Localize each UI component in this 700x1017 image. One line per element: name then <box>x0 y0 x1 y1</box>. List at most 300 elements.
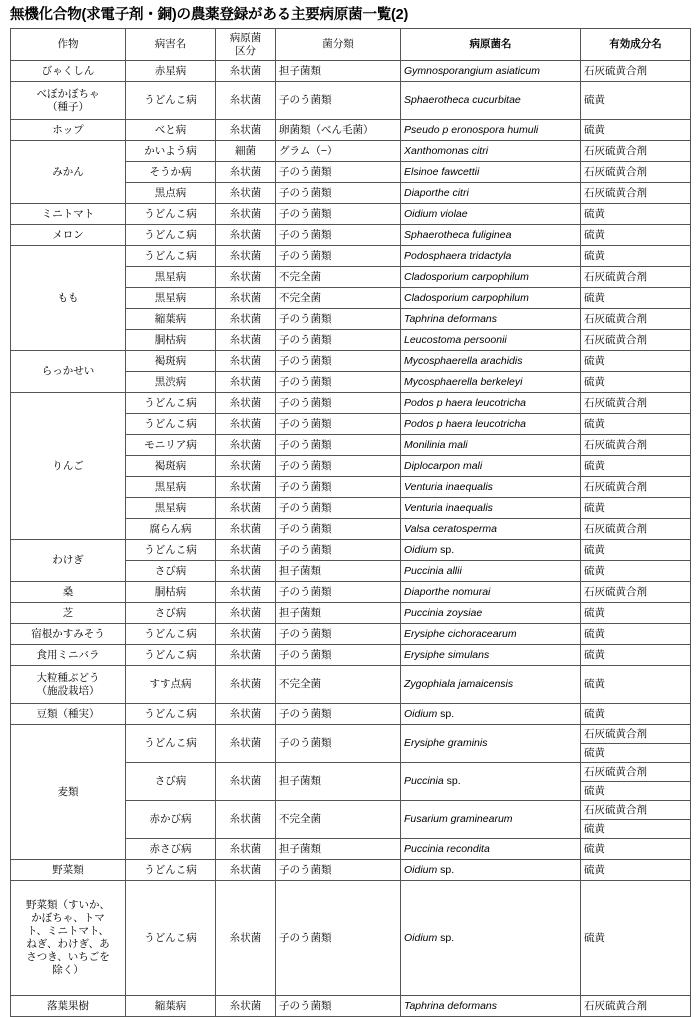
disease-name-cell: 赤さび病 <box>126 839 216 860</box>
fungal-class-cell: 不完全菌 <box>276 267 401 288</box>
active-ingredient-cell: 石灰硫黄合剤 <box>581 183 691 204</box>
crop-cell-line: 豆類（種実） <box>36 707 100 720</box>
active-ingredient-cell: 硫黄 <box>581 561 691 582</box>
pathogen-name-cell <box>401 267 581 288</box>
pathogen-category-cell: 糸状菌 <box>216 540 276 561</box>
disease-name-cell: うどんこ病 <box>126 225 216 246</box>
fungal-class-cell: 子のう菌類 <box>276 183 401 204</box>
fungal-class-cell: 子のう菌類 <box>276 435 401 456</box>
disease-name-cell: うどんこ病 <box>126 881 216 996</box>
crop-cell <box>11 82 126 120</box>
pathogen-category-cell: 糸状菌 <box>216 288 276 309</box>
table-row <box>11 82 691 120</box>
pathogen-category-cell: 糸状菌 <box>216 372 276 393</box>
pathogen-name-cell <box>401 763 581 801</box>
disease-name-cell: さび病 <box>126 603 216 624</box>
pathogen-category-cell: 糸状菌 <box>216 881 276 996</box>
pathogen-category-cell: 糸状菌 <box>216 996 276 1017</box>
pathogen-category-cell: 糸状菌 <box>216 519 276 540</box>
pathogen-genus-species: Sphaerotheca fuliginea <box>404 228 512 241</box>
pathogen-category-cell: 糸状菌 <box>216 801 276 839</box>
crop-cell-line: 宿根かすみそう <box>31 627 105 640</box>
column-header-category-line1: 病原菌 <box>229 31 262 44</box>
disease-name-cell: うどんこ病 <box>126 82 216 120</box>
active-ingredient-cell: 硫黄 <box>581 881 691 996</box>
active-ingredient-cell: 硫黄 <box>581 860 691 881</box>
active-ingredient-cell: 石灰硫黄合剤 <box>581 435 691 456</box>
pathogen-name-cell <box>401 246 581 267</box>
pathogen-category-cell: 糸状菌 <box>216 603 276 624</box>
fungal-class-cell: 担子菌類 <box>276 61 401 82</box>
crop-cell-line: （種子） <box>47 100 89 113</box>
table-row <box>11 704 691 725</box>
pathogen-genus-species: Taphrina deformans <box>404 999 498 1012</box>
pathogen-category-cell: 糸状菌 <box>216 162 276 183</box>
pathogen-category-cell: 糸状菌 <box>216 309 276 330</box>
pathogen-sp-suffix: sp. <box>437 863 455 876</box>
disease-name-cell: さび病 <box>126 763 216 801</box>
active-ingredient-cell: 石灰硫黄合剤 <box>581 582 691 603</box>
disease-name-cell: 褐斑病 <box>126 456 216 477</box>
crop-cell <box>11 61 126 82</box>
header-row <box>11 29 691 61</box>
pathogen-name-cell <box>401 477 581 498</box>
active-ingredient-cell: 石灰硫黄合剤 <box>581 477 691 498</box>
pathogen-category-cell: 糸状菌 <box>216 725 276 763</box>
disease-name-cell: うどんこ病 <box>126 246 216 267</box>
pathogen-sp-suffix: sp. <box>437 931 455 944</box>
active-ingredient-cell: 硫黄 <box>581 204 691 225</box>
column-header-category-line2: 区分 <box>235 44 256 57</box>
crop-cell-line: らっかせい <box>41 365 95 377</box>
fungal-class-cell: 子のう菌類 <box>276 82 401 120</box>
pathogen-name-cell <box>401 839 581 860</box>
disease-name-cell: 黒渋病 <box>126 372 216 393</box>
pathogen-name-cell <box>401 456 581 477</box>
crop-cell <box>11 225 126 246</box>
pathogen-genus-species: Sphaerotheca cucurbitae <box>404 94 521 106</box>
pathogen-category-cell: 糸状菌 <box>216 582 276 603</box>
pathogen-genus-species: Leucostoma persoonii <box>404 333 507 346</box>
pathogen-name-cell <box>401 645 581 666</box>
crop-cell <box>11 603 126 624</box>
pathogen-genus-species: Podos p haera leucotricha <box>404 417 526 430</box>
pathogen-genus-species: Oidium <box>404 707 438 720</box>
pathogen-name-cell <box>401 498 581 519</box>
pathogen-category-cell: 糸状菌 <box>216 498 276 519</box>
pathogen-name-cell <box>401 540 581 561</box>
pathogen-name-cell <box>401 435 581 456</box>
table-row <box>11 225 691 246</box>
pathogen-genus-species: Zygophiala jamaicensis <box>404 678 514 690</box>
pathogen-name-cell <box>401 82 581 120</box>
crop-cell <box>11 666 126 704</box>
pathogen-category-cell: 糸状菌 <box>216 456 276 477</box>
fungal-class-cell: 子のう菌類 <box>276 645 401 666</box>
pathogen-category-cell: 糸状菌 <box>216 561 276 582</box>
active-ingredient-cell: 硫黄 <box>581 225 691 246</box>
active-ingredient-cell: 硫黄 <box>581 820 691 839</box>
active-ingredient-cell: 硫黄 <box>581 120 691 141</box>
pathogen-name-cell <box>401 881 581 996</box>
fungal-class-cell: 子のう菌類 <box>276 351 401 372</box>
page-title: 無機化合物(求電子剤・銅)の農薬登録がある主要病原菌一覧(2) <box>10 7 409 23</box>
crop-cell-line: びゃくしん <box>41 64 95 77</box>
fungal-class-cell: 子のう菌類 <box>276 372 401 393</box>
pathogen-registration-table <box>10 28 691 1017</box>
fungal-class-cell: 子のう菌類 <box>276 996 401 1017</box>
fungal-class-cell: 子のう菌類 <box>276 309 401 330</box>
pathogen-genus-species: Podosphaera tridactyla <box>404 249 512 262</box>
pathogen-genus-species: Xanthomonas citri <box>404 144 489 157</box>
crop-cell-line: 桑 <box>62 585 74 598</box>
pathogen-category-cell: 糸状菌 <box>216 624 276 645</box>
active-ingredient-cell: 硫黄 <box>581 839 691 860</box>
fungal-class-cell: 子のう菌類 <box>276 162 401 183</box>
pathogen-genus-species: Oidium violae <box>404 207 468 220</box>
active-ingredient-cell: 石灰硫黄合剤 <box>581 801 691 820</box>
crop-cell <box>11 996 126 1017</box>
table-row <box>11 246 691 267</box>
pathogen-genus-species: Gymnosporangium asiaticum <box>404 64 540 77</box>
pathogen-genus-species: Pseudo p eronospora humuli <box>404 123 539 136</box>
crop-cell <box>11 860 126 881</box>
column-header-disease: 病害名 <box>126 29 216 61</box>
active-ingredient-cell: 硫黄 <box>581 498 691 519</box>
disease-name-cell: 赤星病 <box>126 61 216 82</box>
active-ingredient-cell: 石灰硫黄合剤 <box>581 763 691 782</box>
pathogen-name-cell <box>401 330 581 351</box>
table-row <box>11 582 691 603</box>
crop-cell-line: 落葉果樹 <box>47 999 89 1012</box>
pathogen-genus-species: Elsinoe fawcettii <box>404 165 480 178</box>
pathogen-genus-species: Diaporthe citri <box>404 186 469 199</box>
pathogen-category-cell: 糸状菌 <box>216 82 276 120</box>
pathogen-genus-species: Cladosporium carpophilum <box>404 291 529 304</box>
pathogen-name-cell <box>401 801 581 839</box>
pathogen-genus-species: Fusarium graminearum <box>404 813 513 825</box>
pathogen-category-cell: 糸状菌 <box>216 860 276 881</box>
disease-name-cell: 黒星病 <box>126 288 216 309</box>
table-row <box>11 351 691 372</box>
pathogen-sp-suffix: sp. <box>443 775 461 787</box>
crop-cell-line: 麦類 <box>57 785 79 798</box>
fungal-class-cell: 子のう菌類 <box>276 456 401 477</box>
fungal-class-cell: 子のう菌類 <box>276 225 401 246</box>
active-ingredient-cell: 硫黄 <box>581 782 691 801</box>
pathogen-name-cell <box>401 204 581 225</box>
disease-name-cell: 胴枯病 <box>126 582 216 603</box>
crop-cell <box>11 204 126 225</box>
pathogen-category-cell: 糸状菌 <box>216 246 276 267</box>
active-ingredient-cell: 硫黄 <box>581 704 691 725</box>
disease-name-cell: そうか病 <box>126 162 216 183</box>
table-row <box>11 860 691 881</box>
fungal-class-cell: 担子菌類 <box>276 561 401 582</box>
pathogen-category-cell: 糸状菌 <box>216 477 276 498</box>
table-row <box>11 624 691 645</box>
pathogen-name-cell <box>401 561 581 582</box>
table-body <box>11 61 691 1017</box>
fungal-class-cell: 子のう菌類 <box>276 477 401 498</box>
fungal-class-cell: 子のう菌類 <box>276 414 401 435</box>
table-header <box>11 29 691 61</box>
table-row <box>11 603 691 624</box>
fungal-class-cell: 不完全菌 <box>276 288 401 309</box>
pathogen-category-cell: 糸状菌 <box>216 61 276 82</box>
crop-cell-line: わけぎ <box>52 554 84 566</box>
table-row <box>11 645 691 666</box>
pathogen-category-cell: 糸状菌 <box>216 120 276 141</box>
table-row <box>11 204 691 225</box>
pathogen-category-cell: 糸状菌 <box>216 393 276 414</box>
pathogen-genus-species: Taphrina deformans <box>404 312 498 325</box>
fungal-class-cell: 卵菌類（べん毛菌） <box>276 120 401 141</box>
pathogen-name-cell <box>401 120 581 141</box>
pathogen-genus-species: Puccinia allii <box>404 564 462 577</box>
pathogen-genus-species: Puccinia zoysiae <box>404 606 483 619</box>
crop-cell-line: りんご <box>52 459 84 472</box>
pathogen-name-cell <box>401 414 581 435</box>
pathogen-sp-suffix: sp. <box>437 543 455 556</box>
active-ingredient-cell: 硫黄 <box>581 414 691 435</box>
pathogen-category-cell: 糸状菌 <box>216 435 276 456</box>
pathogen-name-cell <box>401 183 581 204</box>
fungal-class-cell: 不完全菌 <box>276 666 401 704</box>
crop-cell-line: 除く） <box>52 964 84 976</box>
disease-name-cell: 腐らん病 <box>126 519 216 540</box>
pathogen-category-cell: 糸状菌 <box>216 666 276 704</box>
crop-cell <box>11 582 126 603</box>
active-ingredient-cell: 硫黄 <box>581 540 691 561</box>
active-ingredient-cell: 石灰硫黄合剤 <box>581 393 691 414</box>
pathogen-genus-species: Podos p haera leucotricha <box>404 396 526 409</box>
disease-name-cell: 褐斑病 <box>126 351 216 372</box>
active-ingredient-cell: 硫黄 <box>581 603 691 624</box>
pathogen-category-cell: 糸状菌 <box>216 704 276 725</box>
crop-cell <box>11 246 126 351</box>
pathogen-genus-species: Oidium <box>404 931 438 944</box>
disease-name-cell: うどんこ病 <box>126 645 216 666</box>
pathogen-genus-species: Puccinia recondita <box>404 842 490 855</box>
fungal-class-cell: 子のう菌類 <box>276 393 401 414</box>
fungal-class-cell: 子のう菌類 <box>276 519 401 540</box>
crop-cell <box>11 540 126 582</box>
crop-cell <box>11 351 126 393</box>
disease-name-cell: 黒星病 <box>126 267 216 288</box>
pathogen-name-cell <box>401 61 581 82</box>
pathogen-name-cell <box>401 141 581 162</box>
pathogen-sp-suffix: sp. <box>437 707 455 720</box>
crop-cell <box>11 120 126 141</box>
pathogen-category-cell: 糸状菌 <box>216 839 276 860</box>
pathogen-category-cell: 糸状菌 <box>216 330 276 351</box>
crop-cell <box>11 141 126 204</box>
pathogen-category-cell: 細菌 <box>216 141 276 162</box>
disease-name-cell: 胴枯病 <box>126 330 216 351</box>
disease-name-cell: モニリア病 <box>126 435 216 456</box>
crop-cell-line: メロン <box>52 228 84 241</box>
disease-name-cell: すす点病 <box>126 666 216 704</box>
fungal-class-cell: 子のう菌類 <box>276 330 401 351</box>
table-row <box>11 61 691 82</box>
fungal-class-cell: 担子菌類 <box>276 839 401 860</box>
active-ingredient-cell: 硫黄 <box>581 246 691 267</box>
pathogen-name-cell <box>401 704 581 725</box>
pathogen-name-cell <box>401 309 581 330</box>
disease-name-cell: 黒点病 <box>126 183 216 204</box>
pathogen-genus-species: Mycosphaerella berkeleyi <box>404 375 523 388</box>
disease-name-cell: かいよう病 <box>126 141 216 162</box>
pathogen-name-cell <box>401 519 581 540</box>
pathogen-category-cell: 糸状菌 <box>216 204 276 225</box>
pathogen-genus-species: Puccinia <box>404 775 444 787</box>
active-ingredient-cell: 硫黄 <box>581 666 691 704</box>
active-ingredient-cell: 硫黄 <box>581 624 691 645</box>
pathogen-name-cell <box>401 860 581 881</box>
crop-cell-line: ねぎ、わけぎ、あ <box>26 938 110 950</box>
active-ingredient-cell: 硫黄 <box>581 744 691 763</box>
active-ingredient-cell: 硫黄 <box>581 351 691 372</box>
pathogen-genus-species: Oidium <box>404 543 438 556</box>
disease-name-cell: うどんこ病 <box>126 725 216 763</box>
active-ingredient-cell: 硫黄 <box>581 372 691 393</box>
pathogen-name-cell <box>401 372 581 393</box>
active-ingredient-cell: 硫黄 <box>581 645 691 666</box>
disease-name-cell: 縮葉病 <box>126 996 216 1017</box>
pathogen-name-cell <box>401 725 581 763</box>
pathogen-name-cell <box>401 624 581 645</box>
crop-cell-line: さつき、いちごを <box>26 951 110 963</box>
pathogen-name-cell <box>401 225 581 246</box>
active-ingredient-cell: 石灰硫黄合剤 <box>581 519 691 540</box>
active-ingredient-cell: 石灰硫黄合剤 <box>581 141 691 162</box>
crop-cell-line: ト、ミニトマト、 <box>26 925 110 937</box>
active-ingredient-cell: 石灰硫黄合剤 <box>581 330 691 351</box>
disease-name-cell: 赤かび病 <box>126 801 216 839</box>
fungal-class-cell: 子のう菌類 <box>276 860 401 881</box>
disease-name-cell: べと病 <box>126 120 216 141</box>
pathogen-category-cell: 糸状菌 <box>216 225 276 246</box>
fungal-class-cell: 子のう菌類 <box>276 582 401 603</box>
crop-cell-line: 野菜類 <box>52 863 84 876</box>
disease-name-cell: 黒星病 <box>126 498 216 519</box>
fungal-class-cell: 担子菌類 <box>276 603 401 624</box>
table-row <box>11 725 691 744</box>
pathogen-name-cell <box>401 603 581 624</box>
column-header-active-ingredient: 有効成分名 <box>581 29 691 61</box>
pathogen-genus-species: Cladosporium carpophilum <box>404 270 529 283</box>
disease-name-cell: うどんこ病 <box>126 414 216 435</box>
pathogen-category-cell: 糸状菌 <box>216 763 276 801</box>
disease-name-cell: うどんこ病 <box>126 393 216 414</box>
disease-name-cell: うどんこ病 <box>126 624 216 645</box>
column-header-pathogen: 病原菌名 <box>401 29 581 61</box>
active-ingredient-cell: 石灰硫黄合剤 <box>581 725 691 744</box>
pathogen-category-cell: 糸状菌 <box>216 267 276 288</box>
pathogen-genus-species: Valsa ceratosperma <box>404 522 497 535</box>
crop-cell-line: みかん <box>52 165 84 178</box>
crop-cell-line: かぼちゃ、トマ <box>31 912 105 924</box>
crop-cell-line: （施設栽培） <box>36 684 100 697</box>
active-ingredient-cell: 石灰硫黄合剤 <box>581 61 691 82</box>
table-row <box>11 996 691 1017</box>
column-header-class: 菌分類 <box>276 29 401 61</box>
pathogen-genus-species: Erysiphe graminis <box>404 737 488 749</box>
disease-name-cell: うどんこ病 <box>126 860 216 881</box>
fungal-class-cell: 子のう菌類 <box>276 881 401 996</box>
active-ingredient-cell: 石灰硫黄合剤 <box>581 267 691 288</box>
table-row <box>11 141 691 162</box>
pathogen-genus-species: Diplocarpon mali <box>404 459 483 472</box>
crop-cell-line: 大粒種ぶどう <box>36 671 100 684</box>
fungal-class-cell: 担子菌類 <box>276 763 401 801</box>
pathogen-category-cell: 糸状菌 <box>216 183 276 204</box>
active-ingredient-cell: 硫黄 <box>581 288 691 309</box>
disease-name-cell: 黒星病 <box>126 477 216 498</box>
table-row <box>11 120 691 141</box>
pathogen-name-cell <box>401 351 581 372</box>
pathogen-name-cell <box>401 582 581 603</box>
column-header-crop: 作物 <box>11 29 126 61</box>
disease-name-cell: うどんこ病 <box>126 204 216 225</box>
table-row <box>11 666 691 704</box>
crop-cell-line: 食用ミニバラ <box>36 648 100 661</box>
crop-cell <box>11 645 126 666</box>
crop-cell <box>11 393 126 540</box>
table-row <box>11 540 691 561</box>
fungal-class-cell: 子のう菌類 <box>276 704 401 725</box>
pathogen-genus-species: Oidium <box>404 863 438 876</box>
crop-cell-line: べぼかぼちゃ <box>36 87 100 100</box>
crop-cell <box>11 624 126 645</box>
crop-cell-line: もも <box>57 291 79 304</box>
pathogen-genus-species: Monilinia mali <box>404 438 468 451</box>
fungal-class-cell: 子のう菌類 <box>276 204 401 225</box>
pathogen-category-cell: 糸状菌 <box>216 351 276 372</box>
table-row <box>11 393 691 414</box>
column-header-category <box>216 29 276 61</box>
table-row <box>11 881 691 996</box>
disease-name-cell: 縮葉病 <box>126 309 216 330</box>
fungal-class-cell: 不完全菌 <box>276 801 401 839</box>
pathogen-name-cell <box>401 162 581 183</box>
pathogen-genus-species: Diaporthe nomurai <box>404 585 491 598</box>
pathogen-name-cell <box>401 996 581 1017</box>
fungal-class-cell: 子のう菌類 <box>276 498 401 519</box>
disease-name-cell: さび病 <box>126 561 216 582</box>
crop-cell <box>11 704 126 725</box>
active-ingredient-cell: 硫黄 <box>581 82 691 120</box>
crop-cell <box>11 725 126 860</box>
fungal-class-cell: 子のう菌類 <box>276 246 401 267</box>
pathogen-name-cell <box>401 288 581 309</box>
pathogen-genus-species: Erysiphe cichoracearum <box>404 627 517 640</box>
active-ingredient-cell: 石灰硫黄合剤 <box>581 162 691 183</box>
pathogen-category-cell: 糸状菌 <box>216 414 276 435</box>
active-ingredient-cell: 硫黄 <box>581 456 691 477</box>
disease-name-cell: うどんこ病 <box>126 540 216 561</box>
pathogen-genus-species: Mycosphaerella arachidis <box>404 354 523 367</box>
crop-cell-line: ミニトマト <box>41 207 95 220</box>
fungal-class-cell: 子のう菌類 <box>276 725 401 763</box>
pathogen-genus-species: Venturia inaequalis <box>404 480 493 493</box>
active-ingredient-cell: 石灰硫黄合剤 <box>581 309 691 330</box>
crop-cell-line: ホップ <box>52 123 84 136</box>
pathogen-genus-species: Venturia inaequalis <box>404 501 493 514</box>
fungal-class-cell: 子のう菌類 <box>276 540 401 561</box>
fungal-class-cell: 子のう菌類 <box>276 624 401 645</box>
